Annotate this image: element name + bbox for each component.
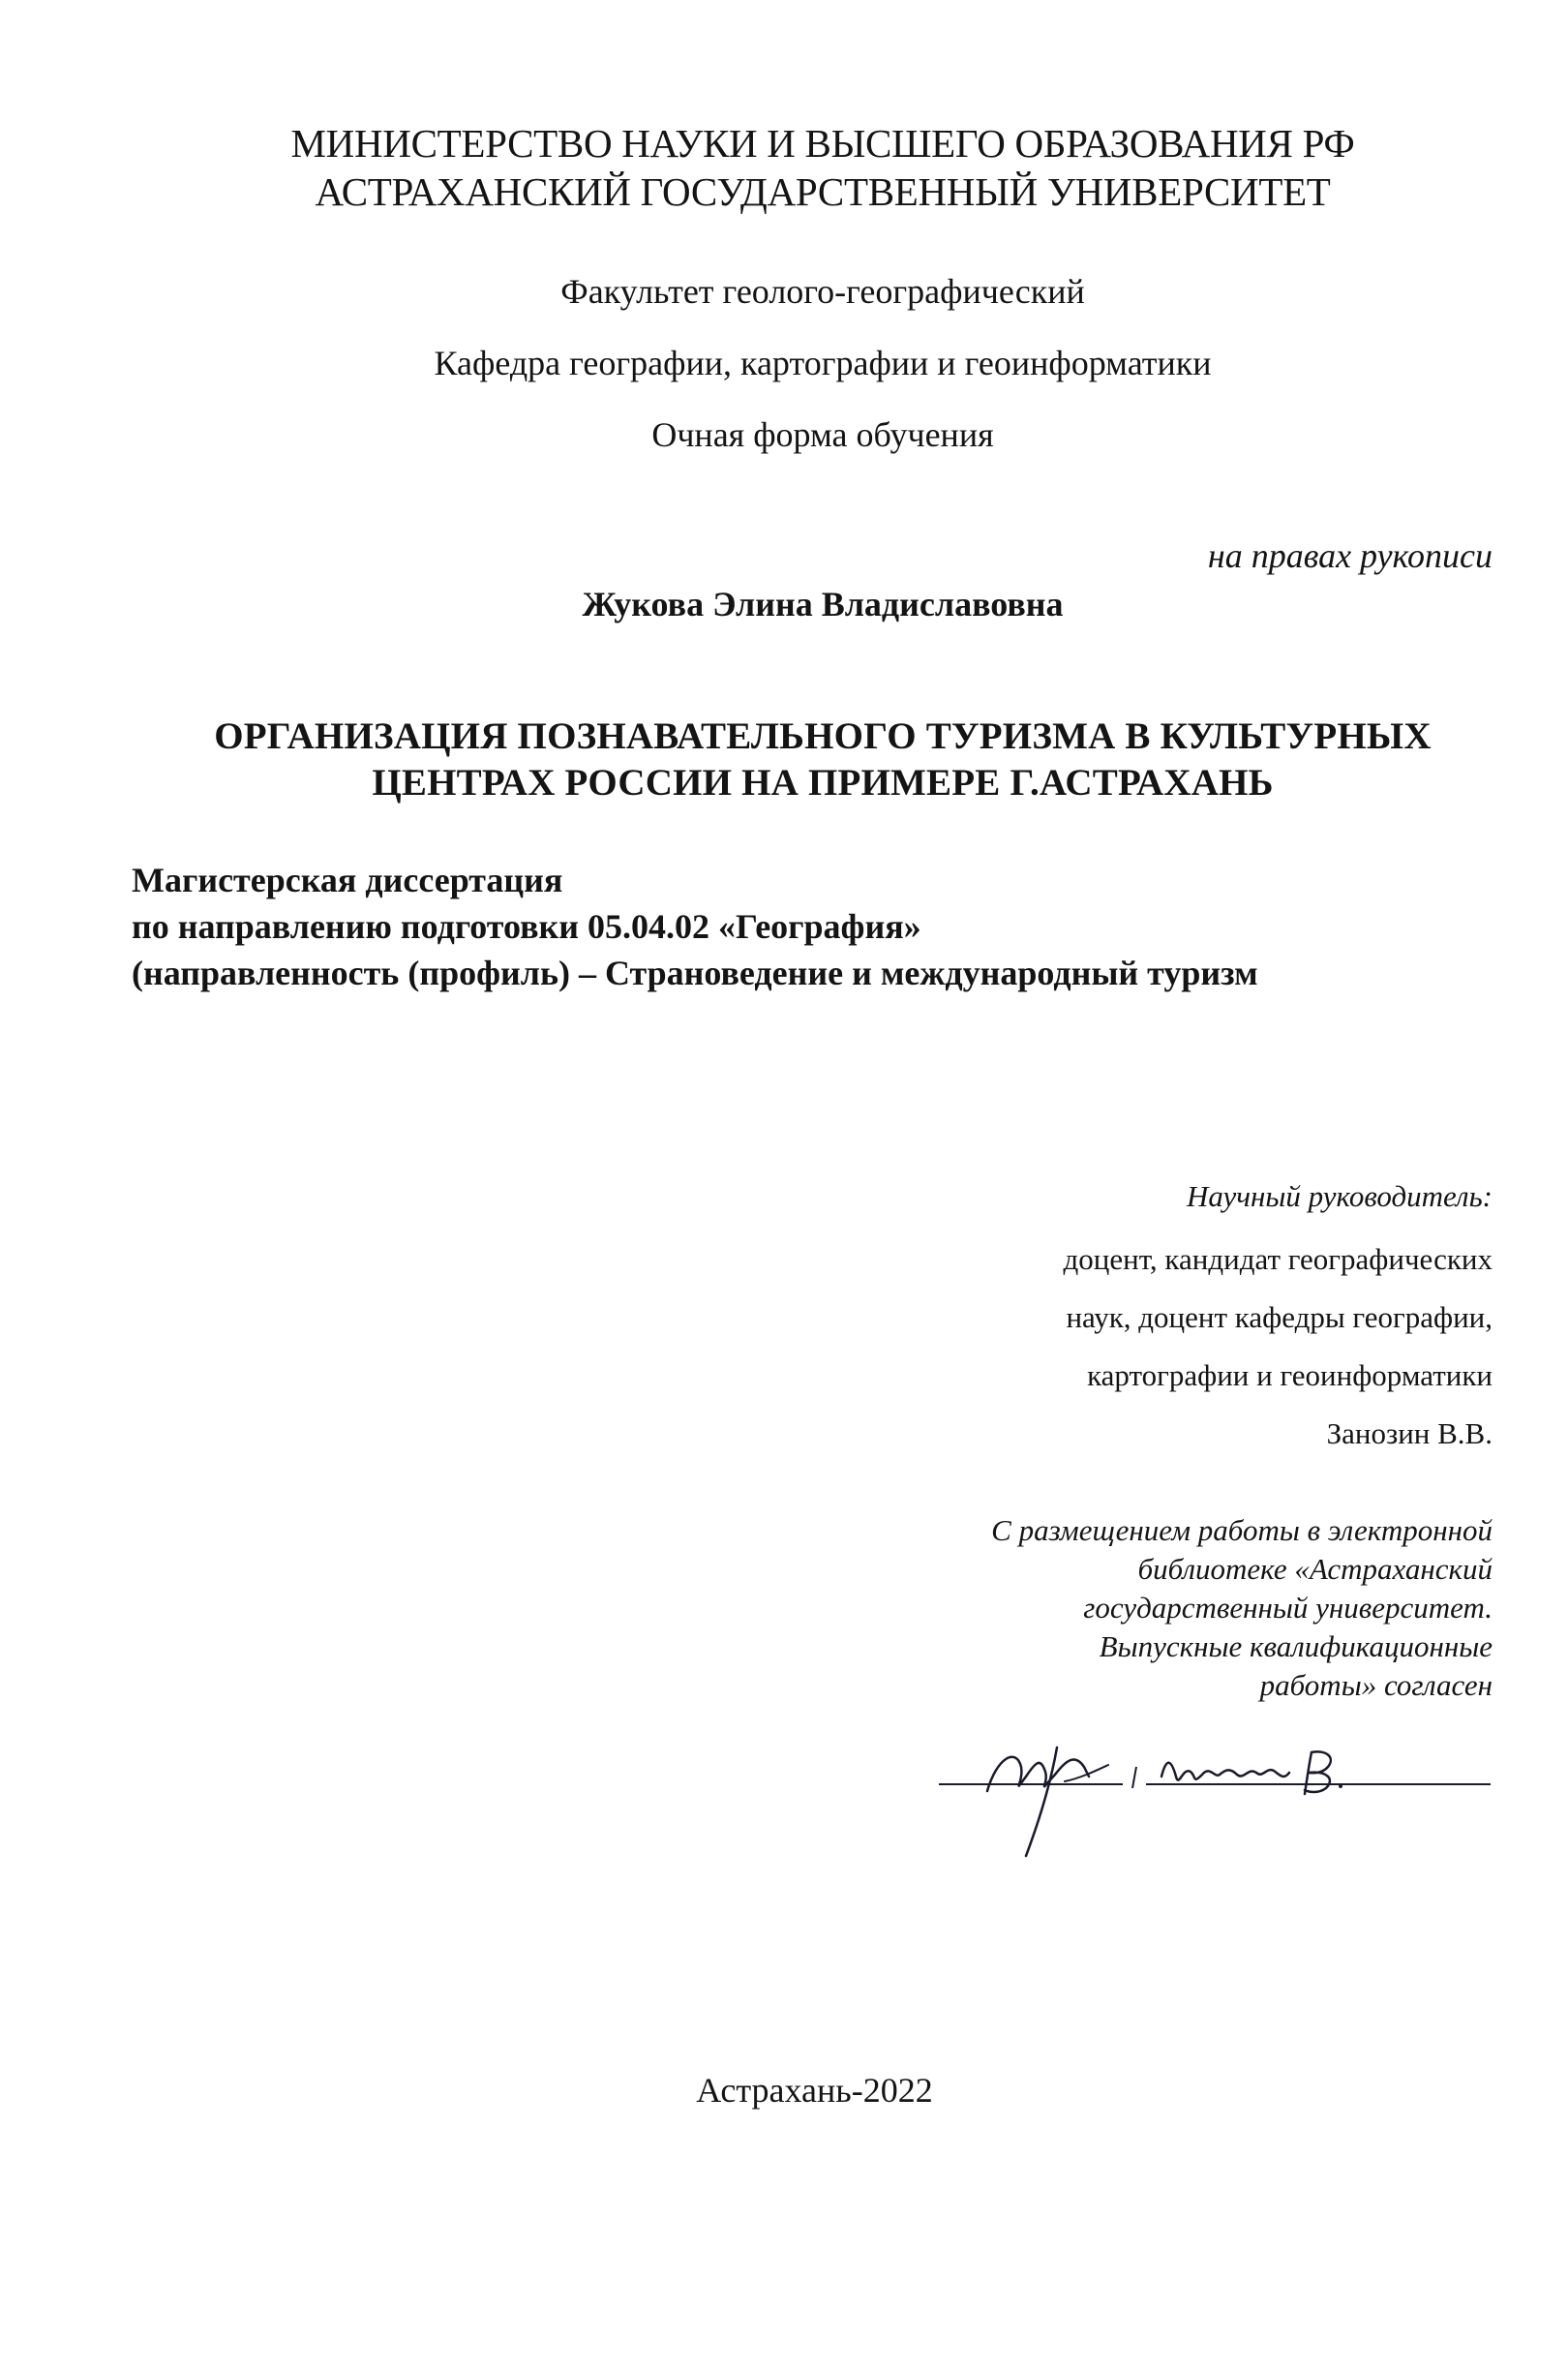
consent-line-3: государственный университет. <box>1083 1591 1493 1625</box>
faculty-name: Факультет геолого-географический <box>560 272 1085 311</box>
consent-line-2: библиотеке «Астраханский <box>1137 1552 1493 1586</box>
thesis-direction: по направлению подготовки 05.04.02 «География» <box>132 907 921 946</box>
signature-area <box>929 1738 1500 1859</box>
handwritten-name-stroke <box>1161 1763 1289 1780</box>
author-name: Жукова Элина Владиславовна <box>582 585 1064 623</box>
study-form: Очная форма обучения <box>651 415 994 454</box>
manuscript-note: на правах рукописи <box>1207 536 1493 575</box>
consent-line-5: работы» согласен <box>1259 1668 1493 1702</box>
advisor-title-line-3: картографии и геоинформатики <box>1087 1358 1493 1392</box>
thesis-type: Магистерская диссертация <box>132 861 563 899</box>
ministry-name: МИНИСТЕРСТВО НАУКИ И ВЫСШЕГО ОБРАЗОВАНИЯ РФ <box>290 121 1355 166</box>
thesis-title-line-2: ЦЕНТРАХ РОССИИ НА ПРИМЕРЕ Г.АСТРАХАНЬ <box>372 762 1274 804</box>
advisor-title-line-1: доцент, кандидат географических <box>1063 1242 1493 1276</box>
signature-scribble <box>987 1757 1089 1791</box>
handwritten-signature <box>929 1738 1500 1859</box>
advisor-label: Научный руководитель: <box>1187 1179 1493 1213</box>
university-name: АСТРАХАНСКИЙ ГОСУДАРСТВЕННЫЙ УНИВЕРСИТЕТ <box>315 169 1331 214</box>
city-year: Астрахань-2022 <box>696 2071 933 2110</box>
consent-line-1: С размещением работы в электронной <box>991 1513 1493 1547</box>
handwritten-initial-stroke <box>1305 1751 1331 1794</box>
signature-separator <box>1132 1767 1136 1788</box>
advisor-title-line-2: наук, доцент кафедры географии, <box>1066 1300 1493 1334</box>
thesis-title-line-1: ОРГАНИЗАЦИЯ ПОЗНАВАТЕЛЬНОГО ТУРИЗМА В КУЛЬТУРНЫХ <box>214 715 1432 757</box>
consent-line-4: Выпускные квалификационные <box>1099 1629 1493 1663</box>
department-name: Кафедра географии, картографии и геоинформатики <box>434 344 1212 382</box>
thesis-profile: (направленность (профиль) – Страноведение и международный туризм <box>132 954 1258 992</box>
handwritten-dot <box>1339 1784 1342 1788</box>
advisor-name: Занозин В.В. <box>1326 1416 1493 1450</box>
